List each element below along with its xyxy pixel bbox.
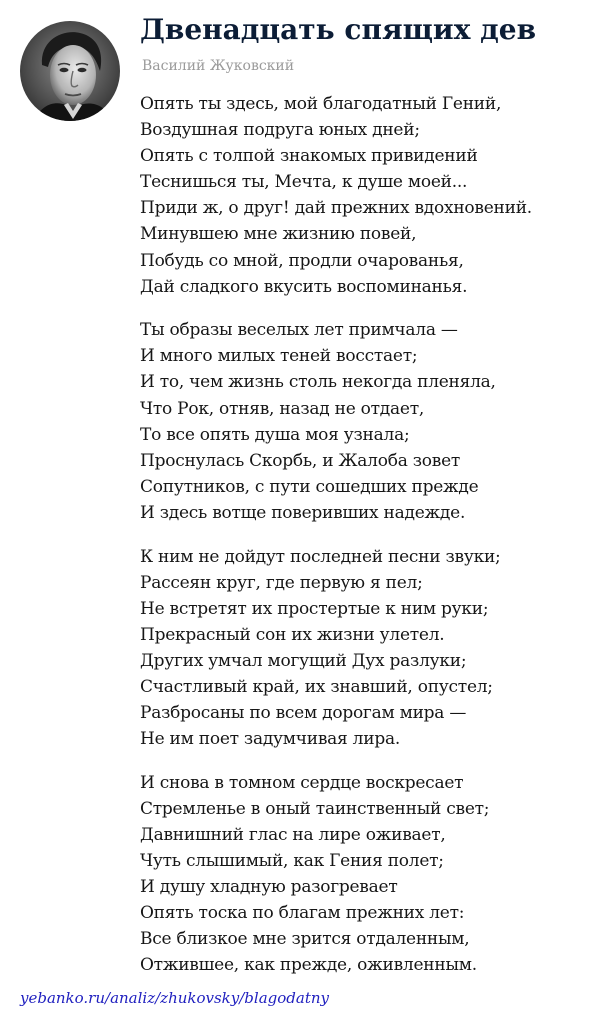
stanza <box>140 544 600 753</box>
poem-line: Ты образы веселых лет примчала — <box>140 320 458 341</box>
poem-line: Разбросаны по всем дорогам мира — <box>140 703 467 724</box>
poem-line: И здесь вотще поверивших надежде. <box>140 502 466 523</box>
poem-line: Счастливый край, их знавший, опустел; <box>140 676 493 697</box>
poem-line: И душу хладную разогревает <box>140 877 398 898</box>
poem-line: Чуть слышимый, как Гения полет; <box>140 851 444 872</box>
poem-line: Опять тоска по благам прежних лет: <box>140 903 465 924</box>
poem-line: Что Рок, отняв, назад не отдает, <box>140 398 425 419</box>
poem-line: Сопутников, с пути сошедших прежде <box>140 476 479 497</box>
poem-line: Все близкое мне зрится отдаленным, <box>140 929 470 950</box>
poem-line: Воздушная подруга юных дней; <box>140 120 420 141</box>
author-name: Василий Жуковский <box>142 58 295 74</box>
source-link[interactable]: yebanko.ru/analiz/zhukovsky/blagodatny <box>20 989 329 1007</box>
poem-line: Других умчал могущий Дух разлуки; <box>140 650 467 671</box>
poem-line: Не им поет задумчивая лира. <box>140 729 400 750</box>
poem-body <box>140 91 600 996</box>
portrait-image <box>20 21 120 121</box>
poem-title: Двенадцать спящих дев <box>140 13 537 46</box>
poem-line: И много милых теней восстает; <box>140 346 418 367</box>
poem-line: К ним не дойдут последней песни звуки; <box>140 546 501 567</box>
poem-line: Опять ты здесь, мой благодатный Гений, <box>140 94 502 114</box>
poem-line: Не встретят их простертые к ним руки; <box>140 598 489 619</box>
poem-line: Стремленье в оный таинственный свет; <box>140 798 490 819</box>
poem-line: Отжившее, как прежде, оживленным. <box>140 955 477 976</box>
poem-line: Опять с толпой знакомых привидений <box>140 146 478 167</box>
poem-line: Проснулась Скорбь, и Жалоба зовет <box>140 450 461 471</box>
poem-line: Приди ж, о друг! дай прежних вдохновений. <box>140 198 532 219</box>
poem-line: Прекрасный сон их жизни улетел. <box>140 624 445 645</box>
stanza <box>140 770 600 979</box>
author-portrait <box>20 21 120 121</box>
poem-line: Побудь со мной, продли очарованья, <box>140 250 464 271</box>
poem-line: Теснишься ты, Мечта, к душе моей... <box>140 172 468 193</box>
poem-line: Рассеян круг, где первую я пел; <box>140 572 423 593</box>
poem-line: То все опять душа моя узнала; <box>140 424 410 445</box>
poem-line: Минувшею мне жизнию повей, <box>140 224 417 245</box>
stanza <box>140 317 600 526</box>
poem-line: И то, чем жизнь столь некогда пленяла, <box>140 372 496 393</box>
poem-line: Дай сладкого вкусить воспоминанья. <box>140 276 468 297</box>
poem-line: И снова в томном сердце воскресает <box>140 772 464 793</box>
poem-line: Давнишний глас на лире оживает, <box>140 824 446 845</box>
stanza <box>140 91 600 300</box>
